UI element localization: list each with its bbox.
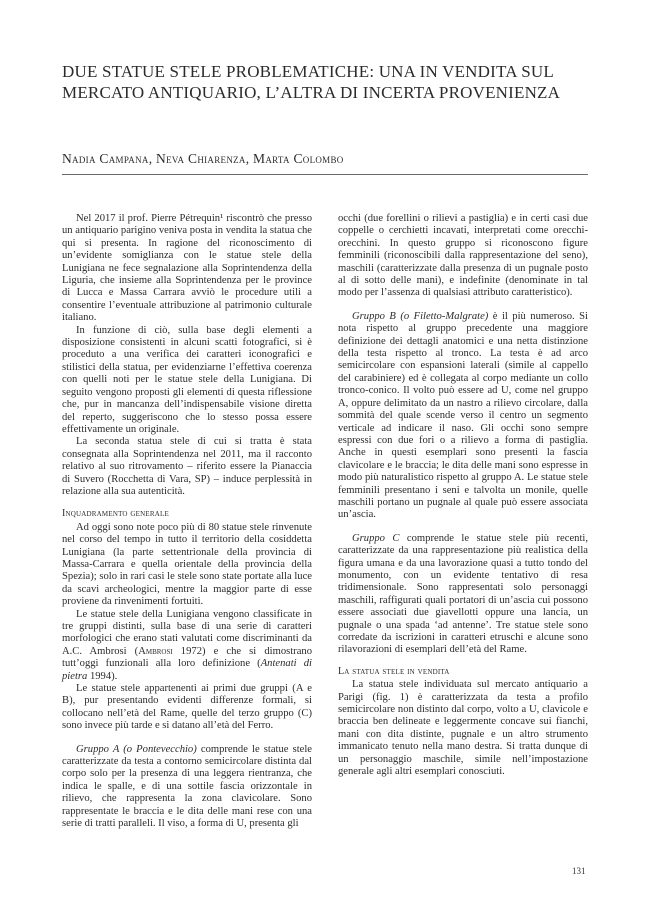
left-column [62,213,312,831]
text-span: 1994). [87,670,118,682]
group-label: Gruppo C [352,532,400,544]
text-span: è il più numeroso. Si nota rispetto al gruppo precedente una maggiore definizione dei dettagli anatomici e una netta distinzione della testa rispetto al tronco. La testa è ad arco semicircolare con espansioni laterali (simile al cappello del carabiniere) ed è collegata al corpo mediante un collo tronco-conico. Il volto può essere ad U, come nel gruppo A, oppure delimitato da un nastro a rilievo circolare, dalla sommità del quale scende verso il centro un segmento verticale ad indicare il naso. Gli occhi sono sempre espressi con due fori o a rilievo a forma di pastiglia. Anche in questi esemplari sono presenti la fascia clavicolare e le braccia; le dita delle mani sono espresse in modo più naturalistico rispetto al gruppo A. Le statue stele femminili presentano i seni e talvolta un monile, quelle maschili portano un pugnale al quale può essere associata un’ascia. [338,310,588,521]
paragraph: La statua stele individuata sul mercato antiquario a Parigi (fig. 1) è caratterizzata da testa a profilo semicircolare non distinto dal corpo, volto a U, clavicole e braccia ben delineate e leggermente concave sui fianchi, mani con dita distinte, pugnale e un altro strumento immanicato tenuto nella mano destra. Si tratta dunque di un personaggio maschile, simile nell’impostazione generale agli altri esemplari conosciuti. [338,679,588,778]
paragraph-gruppo-b [338,311,588,522]
text-span: Le statue stele della Lunigiana vengono classificate in tre gruppi distinti, sulla base di una serie di caratteri morfologici che erano stati valutati come discriminanti da A.C. Ambrosi ( [62,608,312,657]
citation-title: Antenati di pietra [62,658,312,682]
text-span: comprende le statue stele caratterizzate da testa a contorno semicircolare distinta dal corpo solo per la presenza di una leggera rientranza, che indica le spalle, e di una sottile fascia orizzontale in rilievo, che rappresenta la zona clavicolare. Sono rappresentate le braccia e le dita delle mani rese con una serie di tratti paralleli. Il viso, a forma di U, presenta gli [62,743,312,830]
paragraph: Le statue stele appartenenti ai primi due gruppi (A e B), pur presentando evidenti differenze formali, si collocano nell’età del Rame, quelle del terzo gruppo (C) sono invece più tarde e si datano all’età del Ferro. [62,683,312,732]
article-title: DUE STATUE STELE PROBLEMATICHE: UNA IN VENDITA SUL MERCATO ANTIQUARIO, L’ALTRA DI INCERTA PROVENIENZA [62,62,561,102]
header-divider [62,174,588,175]
article-authors: Nadia Campana, Neva Chiarenza, Marta Colombo [62,151,344,166]
section-heading-statua-in-vendita: La statua stele in vendita [338,665,450,677]
citation: Ambrosi [138,645,173,657]
section-heading-inquadramento: Inquadramento generale [62,508,169,520]
group-label: Gruppo B (o Filetto-Malgrate) [352,310,489,322]
paragraph-gruppo-c [338,533,588,657]
paragraph: occhi (due forellini o rilievi a pastiglia) e in certi casi due coppelle o cerchietti incavati, interpretati come orecchi-orecchini. In questo gruppo si riconoscono figure femminili (riconoscibili dalla rappresentazione del seno), maschili (caratterizzate dalla presenza di un pugnale posto al di sotto delle mani), e indefinite (denominate in tal modo per l’assenza di qualsiasi attributo caratteristico). [338,213,588,299]
page-number: 131 [572,866,586,876]
paragraph: La seconda statua stele di cui si tratta è stata consegnata alla Soprintendenza nel 2011, ma il racconto relativo al suo ritrovamento – riferito essere la Pianaccia di Suvero (Rocchetta di Vara, SP) – induce perplessità in relazione alla sua autenticità. [62,436,312,497]
paragraph: In funzione di ciò, sulla base degli elementi a disposizione consistenti in alcuni scatti fotografici, si è proceduto a una verifica dei caratteri iconografici e stilistici della statua, per evidenziarne l’effettiva coerenza con quelli noti per le statue stele della Lunigiana. Di seguito vengono proposti gli elementi di questa riflessione che, pur in mancanza dell’indispensabile visione diretta del reperto, suggeriscono che lo stesso possa essere effettivamente un originale. [62,324,312,435]
paragraph: Ad oggi sono note poco più di 80 statue stele rinvenute nel corso del tempo in tutto il territorio della cosiddetta Lunigiana (la parte settentrionale della provincia di Massa-Carrara e quella orientale della provincia della Spezia); solo in rari casi le stele sono state portate alla luce da scavi archeologici, mentre la maggior parte di esse proviene da rinvenimenti fortuiti. [62,521,312,608]
paragraph: Nel 2017 il prof. Pierre Pétrequin¹ riscontrò che presso un antiquario parigino veniva posta in vendita la statua che qui si presenta. In ragione del riconoscimento di un’evidente somiglianza con le statue stele della Lunigiana ne fece segnalazione alla Soprintendenza della Liguria, che insieme alla Soprintendenza per le province di Lucca e Massa Carrara avviò le procedure utili a consentire l’eventuale attribuzione al patrimonio culturale italiano. [62,213,312,324]
paragraph-gruppo-a [62,744,312,831]
text-span: 1972) e che si dimostrano tutt’oggi funzionali alla loro definizione ( [62,645,312,670]
text-span: comprende le statue stele più recenti, caratterizzate da una rappresentazione più realistica della figura umana e da una lavorazione quasi a tutto tondo del monumento, con un evidente tentativo di resa tridimensionale. Sono rappresentati solo personaggi maschili, raffigurati quali portatori di un’ascia cui possono essere associati due giavellotti oppure una lancia, un pugnale o una spada ‘ad antenne’. Tre statue stele sono corredate da iscrizioni in caratteri etruschi e alcune sono rilavorazioni di esemplari dell’età del Rame. [338,532,588,656]
paragraph [62,609,312,683]
group-label: Gruppo A (o Pontevecchio) [76,743,197,755]
right-column [338,213,588,778]
